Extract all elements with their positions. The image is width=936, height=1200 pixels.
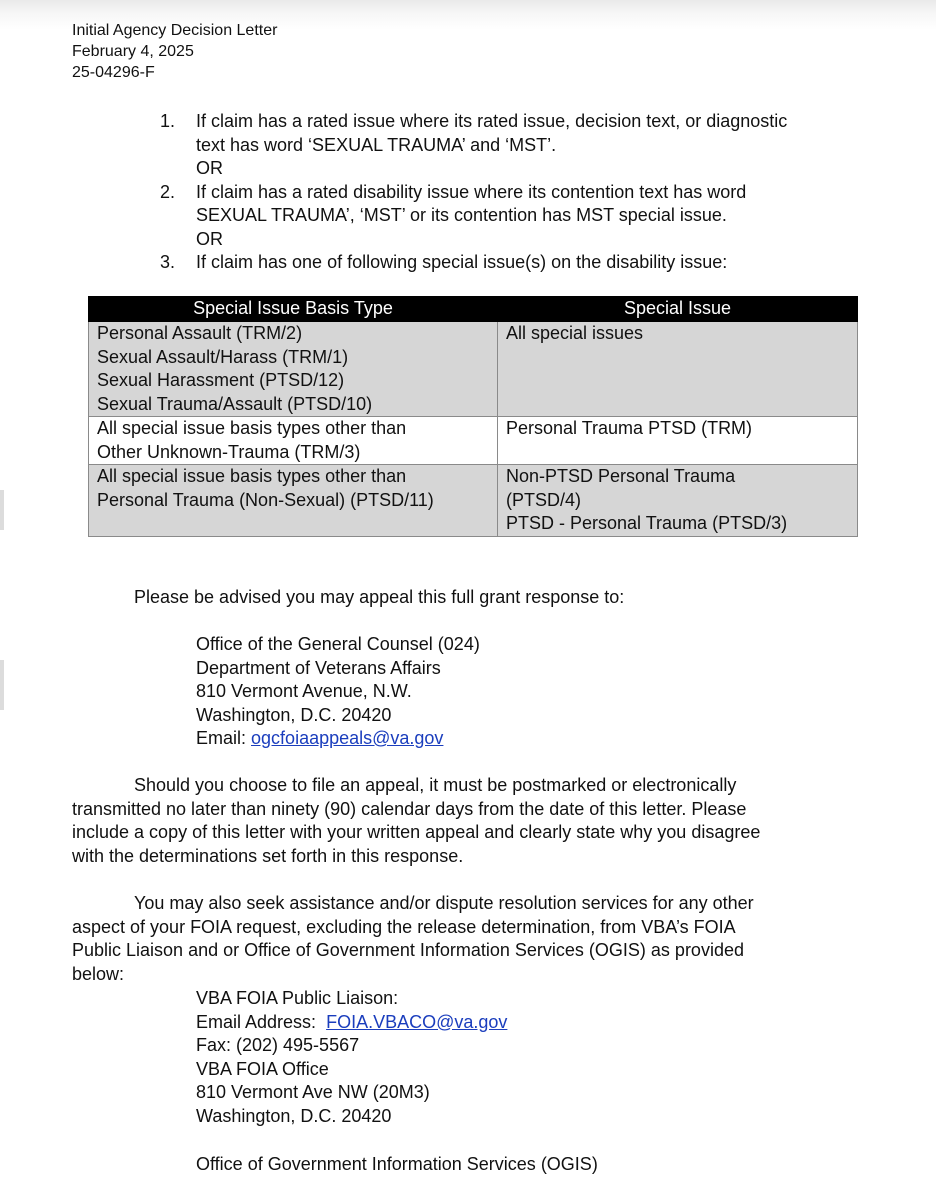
appeal-advisory: Please be advised you may appeal this full grant response to: [134,587,625,607]
liaison-street: 810 Vermont Ave NW (20M3) [196,1082,430,1102]
table-row [89,322,858,417]
criteria-line: If claim has a rated disability issue where its contention text has word [196,181,747,202]
criteria-item [160,181,900,228]
cell-line: Personal Trauma PTSD (TRM) [506,418,753,438]
cell-line: Personal Assault (TRM/2) [97,323,303,343]
cell-line: PTSD - Personal Trauma (PTSD/3) [506,513,788,533]
address-line: Department of Veterans Affairs [196,657,441,678]
criteria-line: SEXUAL TRAUMA’, ‘MST’ or its contention has MST special issue. [196,205,727,225]
cell-line: Sexual Trauma/Assault (PTSD/10) [97,393,373,414]
special-issue-table [88,296,858,537]
cell-line: Non-PTSD Personal Trauma [506,466,736,486]
criteria-line: If claim has a rated issue where its rated issue, decision text, or diagnostic [196,111,788,131]
paragraph-line: include a copy of this letter with your written appeal and clearly state why you disagree [72,822,761,842]
criteria-text [196,181,900,228]
letter-date: February 4, 2025 [72,43,194,60]
liaison-contact-block [196,987,507,1128]
address-line: Washington, D.C. 20420 [196,704,392,725]
criteria-list [160,110,900,275]
liaison-title: VBA FOIA Public Liaison: [196,988,399,1008]
liaison-email-link[interactable]: FOIA.VBACO@va.gov [326,1011,508,1032]
criteria-line: If claim has one of following special issue(s) on the disability issue: [196,252,728,272]
paragraph-line: Public Liaison and or Office of Government Information Services (OGIS) as provided [72,940,744,960]
appeal-deadline-paragraph [72,774,872,868]
appeal-email-link[interactable]: ogcfoiaappeals@va.gov [251,728,444,748]
criteria-text [196,251,900,275]
cell-line: Sexual Assault/Harass (TRM/1) [97,346,349,367]
liaison-city: Washington, D.C. 20420 [196,1105,392,1126]
letter-header [72,20,277,83]
email-line [196,727,480,751]
basis-cell [89,417,498,465]
appeal-address-block [196,633,480,751]
table-header-basis: Special Issue Basis Type [89,297,498,322]
address-line: Office of the General Counsel (024) [196,634,480,654]
or-separator: OR [196,158,223,178]
criteria-number: 1. [160,111,176,131]
paragraph-line: aspect of your FOIA request, excluding the release determination, from VBA’s FOIA [72,916,736,937]
cell-line: (PTSD/4) [506,489,582,510]
issue-cell [498,322,858,417]
paragraph-line: Should you choose to file an appeal, it must be postmarked or electronically [134,775,737,795]
paragraph-line: with the determinations set forth in this response. [72,845,464,866]
criteria-item [160,110,900,157]
liaison-office: VBA FOIA Office [196,1058,329,1079]
cell-line: Personal Trauma (Non-Sexual) (PTSD/11) [97,489,434,510]
criteria-line: text has word ‘SEXUAL TRAUMA’ and ‘MST’. [196,134,557,155]
cell-line: All special issue basis types other than [97,466,407,486]
criteria-text [196,110,900,157]
issue-cell [498,465,858,537]
basis-cell [89,322,498,417]
page-edge-shadow [0,660,4,710]
letter-reference: 25-04296-F [72,64,155,81]
assistance-paragraph [72,892,872,986]
criteria-number: 3. [160,252,176,272]
liaison-email-line [196,1011,507,1035]
table-row [89,465,858,537]
table-header-row [89,297,858,322]
cell-line: All special issues [506,323,644,343]
paragraph-line: below: [72,963,125,984]
criteria-item [160,251,900,275]
table-header-issue: Special Issue [498,297,858,322]
paragraph-line: You may also seek assistance and/or dispute resolution services for any other [134,893,754,913]
email-label: Email Address: [196,1011,317,1032]
basis-cell [89,465,498,537]
ogis-title: Office of Government Information Services (OGIS) [196,1154,598,1174]
email-label: Email: [196,728,247,748]
paragraph-line: transmitted no later than ninety (90) calendar days from the date of this letter. Please [72,798,747,819]
letter-title: Initial Agency Decision Letter [72,22,278,39]
cell-line: Other Unknown-Trauma (TRM/3) [97,441,361,462]
cell-line: Sexual Harassment (PTSD/12) [97,370,345,390]
issue-cell [498,417,858,465]
cell-line: All special issue basis types other than [97,418,407,438]
address-line: 810 Vermont Avenue, N.W. [196,681,412,701]
criteria-number: 2. [160,181,176,202]
liaison-fax: Fax: (202) 495-5567 [196,1035,360,1055]
table-row [89,417,858,465]
page-edge-shadow [0,490,4,530]
or-separator: OR [196,228,223,249]
